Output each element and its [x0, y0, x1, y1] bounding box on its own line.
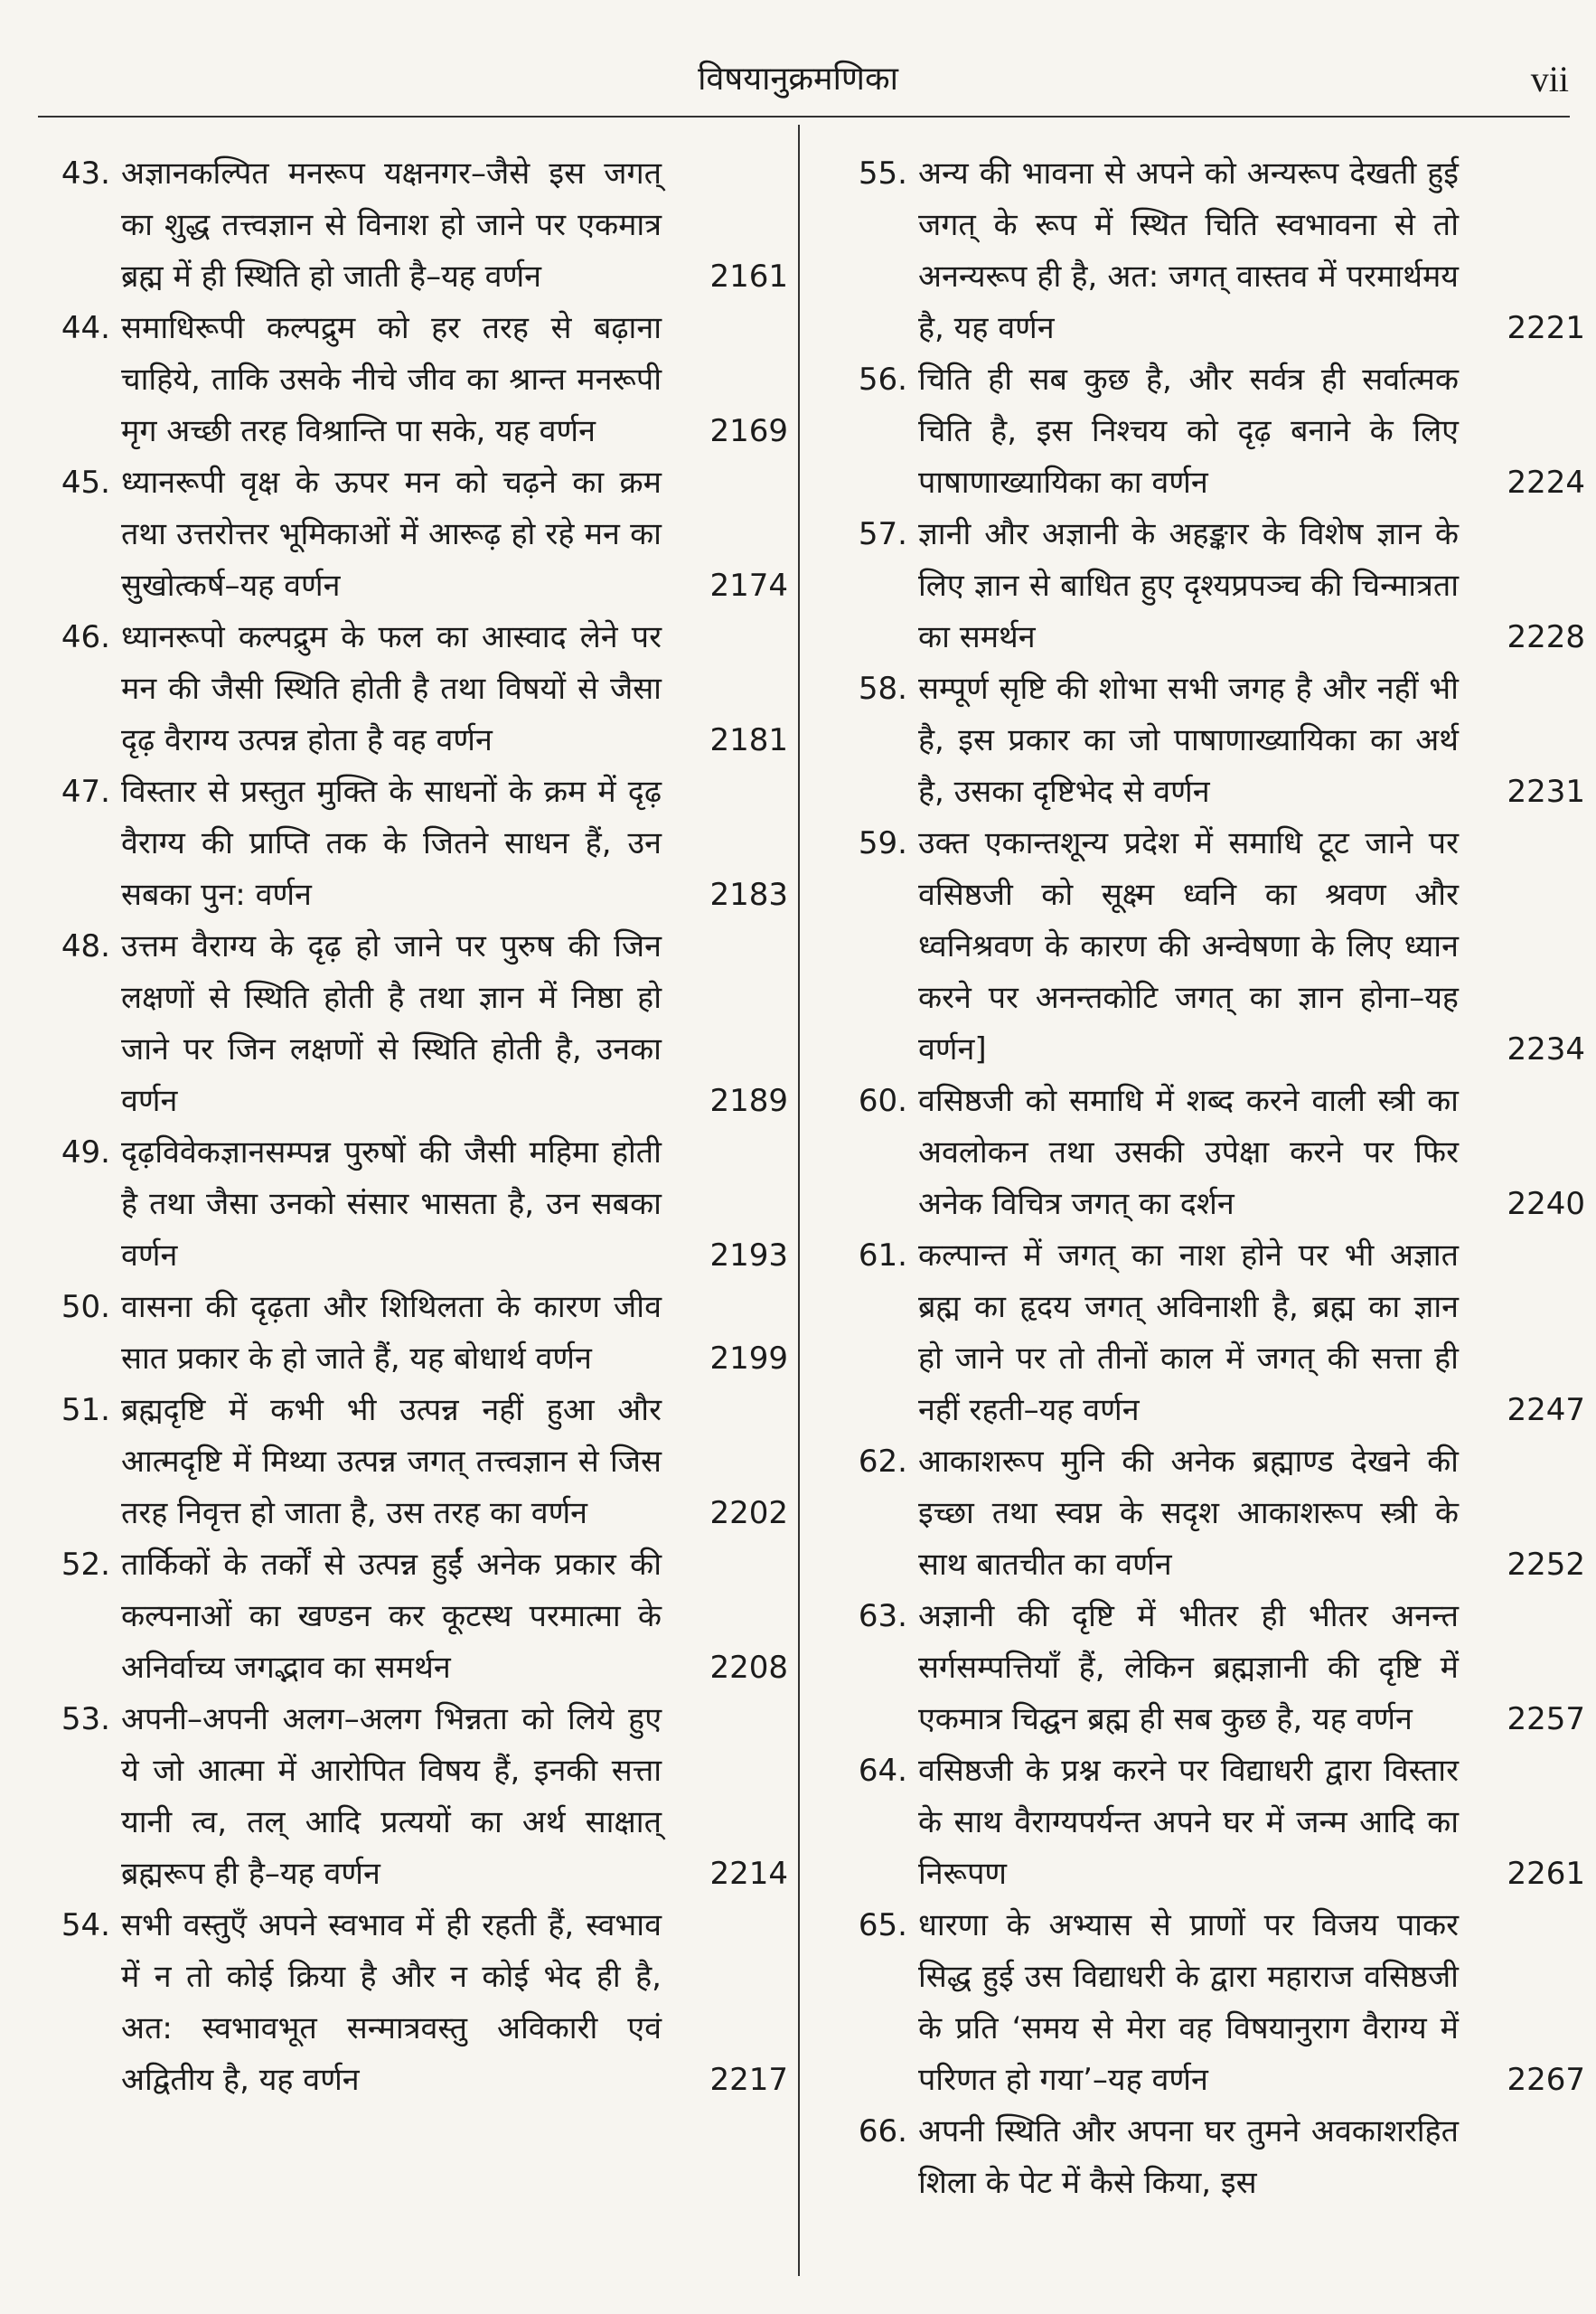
toc-entry-50	[43, 1282, 793, 1385]
entry-number: 58.	[858, 671, 907, 707]
entry-number: 56.	[858, 362, 907, 398]
entry-number: 44.	[61, 310, 110, 346]
toc-entry-56	[840, 354, 1591, 509]
entry-number: 50.	[61, 1289, 110, 1325]
toc-entry-62	[840, 1436, 1591, 1591]
toc-entry-52	[43, 1539, 793, 1694]
entry-text: सम्पूर्ण सृष्टि की शोभा सभी जगह है और नहीं भी है, इस प्रकार का जो पाषाणाख्यायिका का अर्थ है, उसका दृष्टिभेद से वर्णन	[918, 671, 1459, 810]
toc-entry-47	[43, 767, 793, 921]
entry-number: 46.	[61, 619, 110, 655]
toc-entry-54	[43, 1900, 793, 2106]
toc-entry-51	[43, 1385, 793, 1539]
entry-text: उक्त एकान्तशून्य प्रदेश में समाधि टूट जाने पर वसिष्ठजी को सूक्ष्म ध्वनि का श्रवण और ध्वनिश्रवण के कारण की अन्वेषणा के लिए ध्यान करने पर अनन्तकोटि जगत् का ज्ञान होना–यह वर्णन]	[918, 825, 1459, 1068]
entry-page: 2199	[709, 1340, 788, 1377]
header-rule	[38, 116, 1570, 118]
entry-text: धारणा के अभ्यास से प्राणों पर विजय पाकर सिद्ध हुई उस विद्याधरी के द्वारा महाराज वसिष्ठजी के प्रति ‘समय से मेरा वह विषयानुराग वैराग्य में परिणत हो गया’–यह वर्णन	[918, 1907, 1459, 2098]
toc-entry-43	[43, 148, 793, 303]
toc-entry-45	[43, 457, 793, 612]
entry-text: विस्तार से प्रस्तुत मुक्ति के साधनों के क्रम में दृढ़ वैराग्य की प्राप्ति तक के जितने साधन हैं, उन सबका पुन: वर्णन	[121, 774, 662, 913]
entry-number: 62.	[858, 1444, 907, 1480]
entry-page: 2169	[709, 413, 788, 449]
entry-number: 63.	[858, 1598, 907, 1634]
toc-entry-64	[840, 1745, 1591, 1900]
entry-number: 49.	[61, 1134, 110, 1171]
toc-entry-55	[840, 148, 1591, 354]
toc-entry-46	[43, 612, 793, 767]
entry-page: 2240	[1507, 1186, 1585, 1222]
entry-page: 2183	[709, 877, 788, 913]
entry-number: 64.	[858, 1753, 907, 1789]
page-header	[0, 54, 1596, 108]
entry-text: आकाशरूप मुनि की अनेक ब्रह्माण्ड देखने की इच्छा तथा स्वप्न के सदृश आकाशरूप स्त्री के साथ बातचीत का वर्णन	[918, 1444, 1459, 1583]
entry-text: ध्यानरूपो कल्पद्रुम के फल का आस्वाद लेने पर मन की जैसी स्थिति होती है तथा विषयों से जैसा दृढ़ वैराग्य उत्पन्न होता है वह वर्णन	[121, 619, 662, 758]
entry-number: 43.	[61, 155, 110, 192]
entry-text: समाधिरूपी कल्पद्रुम को हर तरह से बढ़ाना चाहिये, ताकि उसके नीचे जीव का श्रान्त मनरूपी मृग अच्छी तरह विश्रान्ति पा सके, यह वर्णन	[121, 310, 662, 449]
entry-page: 2247	[1507, 1392, 1585, 1428]
entry-number: 65.	[858, 1907, 907, 1943]
entry-text: अज्ञानी की दृष्टि में भीतर ही भीतर अनन्त सर्गसम्पत्तियाँ हैं, लेकिन ब्रह्मज्ञानी की दृष्टि में एकमात्र चिद्घन ब्रह्म ही सब कुछ है, यह वर्णन	[918, 1598, 1459, 1737]
entry-text: सभी वस्तुएँ अपने स्वभाव में ही रहती हैं, स्वभाव में न तो कोई क्रिया है और न कोई भेद ही है, अत: स्वभावभूत सन्मात्रवस्तु अविकारी एवं अद्वितीय है, यह वर्णन	[121, 1907, 662, 2098]
entry-text: तार्किकों के तर्कों से उत्पन्न हुईं अनेक प्रकार की कल्पनाओं का खण्डन कर कूटस्थ परमात्मा के अनिर्वाच्य जगद्भाव का समर्थन	[121, 1547, 662, 1686]
toc-entry-53	[43, 1694, 793, 1900]
page-number: vii	[1530, 59, 1569, 99]
entry-number: 51.	[61, 1392, 110, 1428]
entry-page: 2221	[1507, 310, 1585, 346]
toc-entry-49	[43, 1127, 793, 1282]
entry-text: वसिष्ठजी को समाधि में शब्द करने वाली स्त्री का अवलोकन तथा उसकी उपेक्षा करने पर फिर अनेक विचित्र जगत् का दर्शन	[918, 1083, 1459, 1222]
entry-number: 53.	[61, 1701, 110, 1737]
entry-page: 2189	[709, 1083, 788, 1119]
entry-number: 55.	[858, 155, 907, 192]
entry-page: 2252	[1507, 1547, 1585, 1583]
entry-page: 2217	[709, 2062, 788, 2098]
column-divider	[798, 125, 800, 2276]
entry-text: अन्य की भावना से अपने को अन्यरूप देखती हुई जगत् के रूप में स्थित चिति स्वभावना से तो अनन्यरूप ही है, अत: जगत् वास्तव में परमार्थमय है, यह वर्णन	[918, 155, 1459, 346]
entry-number: 59.	[858, 825, 907, 861]
entry-page: 2234	[1507, 1031, 1585, 1068]
toc-entry-59	[840, 818, 1591, 1076]
entry-page: 2174	[709, 568, 788, 604]
entry-page: 2231	[1507, 774, 1585, 810]
toc-entry-63	[840, 1591, 1591, 1745]
entry-number: 48.	[61, 928, 110, 964]
entry-text: उत्तम वैराग्य के दृढ़ हो जाने पर पुरुष की जिन लक्षणों से स्थिति होती है तथा ज्ञान में निष्ठा हो जाने पर जिन लक्षणों से स्थिति होती है, उनका वर्णन	[121, 928, 662, 1119]
entry-text: अपनी स्थिति और अपना घर तुमने अवकाशरहित शिला के पेट में कैसे किया, इस	[918, 2113, 1459, 2201]
toc-entry-66	[840, 2106, 1591, 2209]
entry-page: 2267	[1507, 2062, 1585, 2098]
toc-entry-65	[840, 1900, 1591, 2106]
entry-page: 2224	[1507, 465, 1585, 501]
entry-text: वासना की दृढ़ता और शिथिलता के कारण जीव सात प्रकार के हो जाते हैं, यह बोधार्थ वर्णन	[121, 1289, 662, 1377]
entry-text: वसिष्ठजी के प्रश्न करने पर विद्याधरी द्वारा विस्तार के साथ वैराग्यपर्यन्त अपने घर में जन्म आदि का निरूपण	[918, 1753, 1459, 1892]
toc-entry-60	[840, 1076, 1591, 1230]
entry-text: कल्पान्त में जगत् का नाश होने पर भी अज्ञात ब्रह्म का हृदय जगत् अविनाशी है, ब्रह्म का ज्ञान हो जाने पर तो तीनों काल में जगत् की सत्ता ही नहीं रहती–यह वर्णन	[918, 1237, 1459, 1428]
entry-number: 57.	[858, 516, 907, 552]
page-title: विषयानुक्रमणिका	[698, 61, 898, 98]
entry-number: 47.	[61, 774, 110, 810]
toc-entry-61	[840, 1230, 1591, 1436]
entry-text: चिति ही सब कुछ है, और सर्वत्र ही सर्वात्मक चिति है, इस निश्चय को दृढ़ बनाने के लिए पाषाणाख्यायिका का वर्णन	[918, 362, 1459, 501]
entry-text: ध्यानरूपी वृक्ष के ऊपर मन को चढ़ने का क्रम तथा उत्तरोत्तर भूमिकाओं में आरूढ़ हो रहे मन का सुखोत्कर्ष–यह वर्णन	[121, 465, 662, 604]
entry-page: 2161	[709, 259, 788, 295]
entry-page: 2208	[709, 1650, 788, 1686]
entry-page: 2181	[709, 722, 788, 758]
right-column	[840, 148, 1591, 2209]
entry-number: 66.	[858, 2113, 907, 2149]
left-column	[43, 148, 793, 2106]
entry-page: 2228	[1507, 619, 1585, 655]
entry-number: 60.	[858, 1083, 907, 1119]
entry-text: ज्ञानी और अज्ञानी के अहङ्कार के विशेष ज्ञान के लिए ज्ञान से बाधित हुए दृश्यप्रपञ्च की चिन्मात्रता का समर्थन	[918, 516, 1459, 655]
entry-text: अज्ञानकल्पित मनरूप यक्षनगर–जैसे इस जगत् का शुद्ध तत्त्वज्ञान से विनाश हो जाने पर एकमात्र ब्रह्म में ही स्थिति हो जाती है–यह वर्णन	[121, 155, 662, 295]
entry-text: ब्रह्मदृष्टि में कभी भी उत्पन्न नहीं हुआ और आत्मदृष्टि में मिथ्या उत्पन्न जगत् तत्त्वज्ञान से जिस तरह निवृत्त हो जाता है, उस तरह का वर्णन	[121, 1392, 662, 1531]
entry-page: 2261	[1507, 1856, 1585, 1892]
entry-number: 54.	[61, 1907, 110, 1943]
entry-text: अपनी–अपनी अलग–अलग भिन्नता को लिये हुए ये जो आत्मा में आरोपित विषय हैं, इनकी सत्ता यानी त्व, तल् आदि प्रत्ययों का अर्थ साक्षात् ब्रह्मरूप ही है–यह वर्णन	[121, 1701, 662, 1892]
entry-page: 2202	[709, 1495, 788, 1531]
entry-number: 45.	[61, 465, 110, 501]
entry-page: 2257	[1507, 1701, 1585, 1737]
toc-entry-48	[43, 921, 793, 1127]
entry-page: 2214	[709, 1856, 788, 1892]
toc-entry-58	[840, 663, 1591, 818]
toc-entry-57	[840, 509, 1591, 663]
entry-number: 61.	[858, 1237, 907, 1274]
entry-text: दृढ़विवेकज्ञानसम्पन्न पुरुषों की जैसी महिमा होती है तथा जैसा उनको संसार भासता है, उन सबका वर्णन	[121, 1134, 662, 1274]
entry-page: 2193	[709, 1237, 788, 1274]
toc-entry-44	[43, 303, 793, 457]
entry-number: 52.	[61, 1547, 110, 1583]
